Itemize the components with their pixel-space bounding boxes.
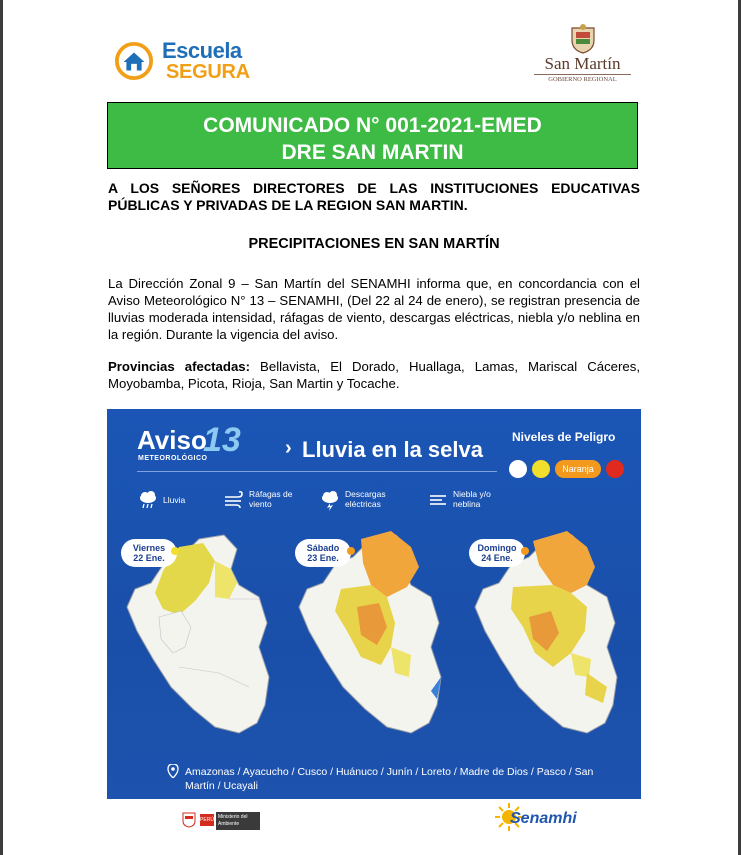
- day-date: 23 Ene.: [307, 553, 339, 563]
- logo-line-1: Escuela: [162, 38, 242, 63]
- weather-infographic: [107, 409, 641, 799]
- day-level-dot: [171, 547, 179, 555]
- day-tag-friday: [121, 539, 177, 567]
- provinces-list: Bellavista, El Dorado, Huallaga, Lamas, Mariscal Cáceres, Moyobamba, Picota, Rioja, San Martin y Tocache.: [108, 359, 640, 391]
- addressee: A LOS SEÑORES DIRECTORES DE LAS INSTITUCIONES EDUCATIVAS PÚBLICAS Y PRIVADAS DE LA REGION SAN MARTIN.: [108, 180, 640, 213]
- san-martin-logo: [520, 24, 645, 84]
- aviso-label: Aviso: [137, 425, 207, 455]
- legend-label: Lluvia: [163, 495, 186, 505]
- affected-regions: Amazonas / Ayacucho / Cusco / Huánuco / Junín / Loreto / Madre de Dios / Pasco / San Martín / Ucayali: [185, 766, 594, 792]
- crest-icon: [566, 24, 600, 54]
- aviso-number: 13: [203, 421, 241, 459]
- day-name: Sábado: [306, 543, 340, 553]
- subject-heading: PRECIPITACIONES EN SAN MARTÍN: [248, 236, 500, 252]
- provinces-paragraph: [108, 358, 640, 392]
- location-pin-icon: [167, 764, 179, 778]
- title-box: [107, 102, 638, 169]
- wind-icon: [223, 489, 245, 511]
- level-white: [509, 460, 527, 478]
- logo-name: San Martín: [544, 54, 621, 73]
- level-red: [606, 460, 624, 478]
- chevron-right-icon: ›: [285, 437, 292, 459]
- day-level-dot: [347, 547, 355, 555]
- legend-wind: [223, 489, 303, 513]
- aviso-sub: METEOROLÓGICO: [138, 455, 208, 462]
- fog-icon: [427, 489, 449, 511]
- legend-fog: [427, 489, 517, 513]
- legend-label: Ráfagas de viento: [249, 489, 293, 509]
- peru-tag: PERÚ: [200, 814, 214, 826]
- day-date: 24 Ene.: [481, 553, 513, 563]
- logo-line-2: SEGURA: [166, 61, 250, 83]
- peru-ministry-logo: [182, 810, 262, 832]
- logo-subtitle: GOBIERNO REGIONAL: [534, 74, 631, 83]
- lightning-cloud-icon: [319, 489, 341, 511]
- legend-label: Descargas eléctricas: [345, 489, 386, 509]
- provinces-label: Provincias afectadas:: [108, 359, 250, 374]
- peru-shield-icon: [182, 812, 196, 828]
- page-border-left: [0, 0, 3, 855]
- title-line-1: COMUNICADO N° 001-2021-EMED: [203, 114, 542, 137]
- infographic-headline: Lluvia en la selva: [302, 437, 483, 462]
- levels-title: Niveles de Peligro: [512, 430, 616, 444]
- legend-lightning: [319, 489, 409, 513]
- level-yellow: [532, 460, 550, 478]
- day-level-dot: [521, 547, 529, 555]
- ministry-label: Ministerio del Ambiente: [216, 812, 260, 830]
- day-name: Domingo: [477, 543, 517, 553]
- day-tag-sunday: [469, 539, 525, 567]
- body-paragraph: La Dirección Zonal 9 – San Martín del SENAMHI informa que, en concordancia con el Aviso Meteorológico N° 13 – SENAMHI, (Del 22 al 24 de enero), se registran presencia de lluvias moderada intensidad, ráfagas de viento, descargas eléctricas, niebla y/o neblina en la región. Durante la vigencia del aviso.: [108, 276, 640, 342]
- level-orange: Naranja: [555, 460, 601, 478]
- senamhi-logo: [494, 802, 577, 836]
- house-shield-icon: [115, 42, 153, 80]
- day-tag-saturday: [295, 539, 351, 567]
- escuela-segura-logo: [110, 38, 270, 88]
- legend-rain: [137, 489, 227, 513]
- legend-label: Niebla y/o neblina: [453, 489, 491, 509]
- senamhi-label: Senamhi: [510, 810, 577, 827]
- title-line-2: DRE SAN MARTIN: [281, 141, 464, 164]
- divider: [137, 471, 497, 472]
- day-name: Viernes: [132, 543, 166, 553]
- day-date: 22 Ene.: [133, 553, 165, 563]
- rain-cloud-icon: [137, 489, 159, 511]
